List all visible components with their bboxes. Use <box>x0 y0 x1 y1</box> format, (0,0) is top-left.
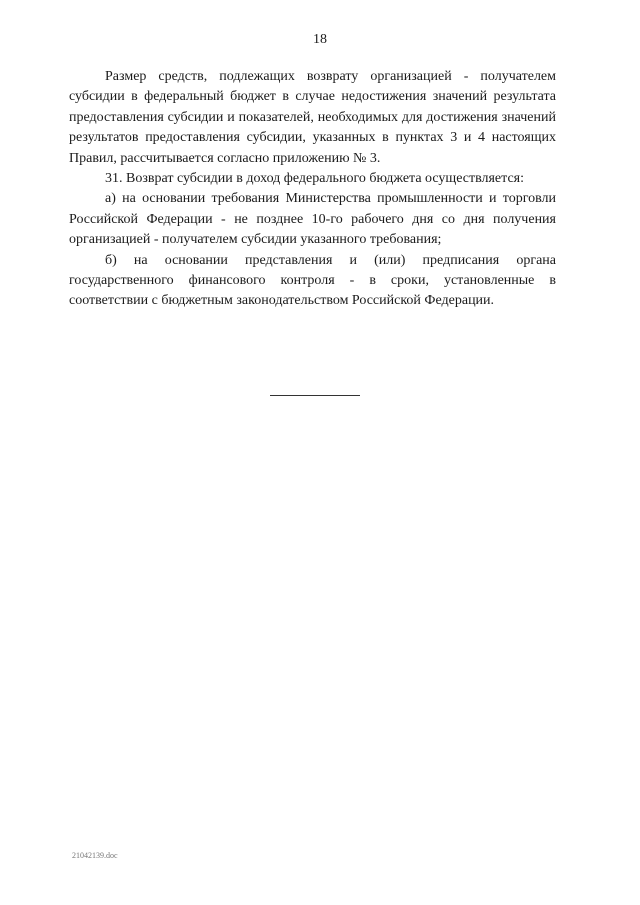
paragraph-clause-31: 31. Возврат субсидии в доход федерального бюджета осуществляется: <box>105 171 524 187</box>
end-divider <box>270 395 360 396</box>
footer-filename: 21042139.doc <box>72 851 118 860</box>
paragraph-clause-b: б) на основании представления и (или) предписания органа государственного финансового контроля - в сроки, установленные в соответствии с бюджетным законодательством Российской Федерации. <box>69 252 556 309</box>
page-number: 18 <box>313 32 327 47</box>
paragraph-refund-amount: Размер средств, подлежащих возврату организацией - получателем субсидии в федеральный бюджет в случае недостижения значений результата предоставления субсидии и показателей, необходимых для достижения значений результатов предоставления субсидии, указанных в пунктах 3 и 4 настоящих Правил, рассчитывается согласно приложению № 3. <box>69 69 556 166</box>
paragraph-clause-a: а) на основании требования Министерства промышленности и торговли Российской Федерации - не позднее 10-го рабочего дня со дня получения организацией - получателем субсидии указанного требования; <box>69 191 556 248</box>
body-text <box>69 67 556 312</box>
